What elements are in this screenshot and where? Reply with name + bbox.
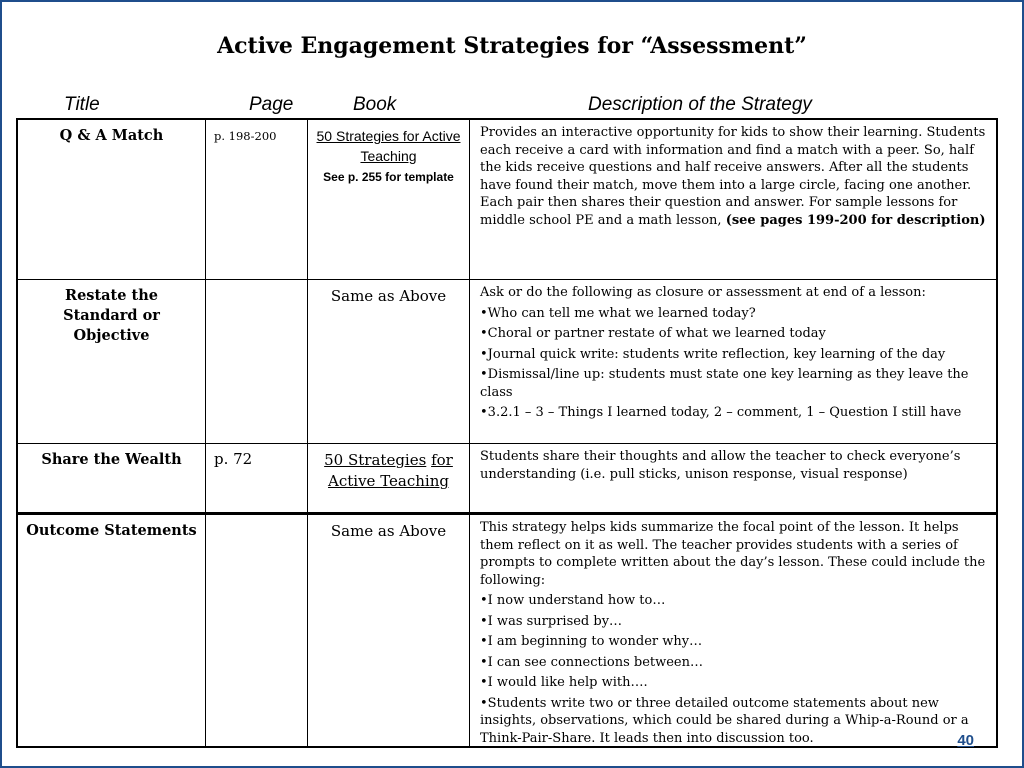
table-row <box>18 120 996 279</box>
description-text: This strategy helps kids summarize the focal point of the lesson. It helps them reflect on it as well. The teacher provides students with a series of prompts to complete written about the day’s lesson. These could include the following: <box>480 520 986 588</box>
list-item: •I would like help with…. <box>480 675 648 690</box>
page-ref: p. 72 <box>206 444 308 512</box>
strategy-description <box>470 515 996 746</box>
strategy-description <box>470 280 996 443</box>
description-text: Provides an interactive opportunity for kids to show their learning. Students each receive a card with information and find a match with a peer. So, half the kids receive questions and half receive answers. After all the students have found their match, move them into a large circle, facing one another. Each pair then shares their question and answer. For sample lessons for middle school PE and a math lesson, <box>480 125 986 228</box>
description-bold-note: (see pages 199-200 for description) <box>725 212 986 228</box>
strategy-description: Students share their thoughts and allow the teacher to check everyone’s understanding (i.e. pull sticks, unison response, visual response) <box>480 449 961 482</box>
column-header-page: Page <box>249 94 294 115</box>
list-item: •I can see connections between… <box>480 654 703 670</box>
strategy-title: Outcome Statements <box>18 515 206 746</box>
strategies-table <box>16 118 998 748</box>
book-ref: Same as Above <box>308 515 470 746</box>
list-item: •Who can tell me what we learned today? <box>480 305 756 321</box>
page-ref <box>206 515 308 746</box>
page-number: 40 <box>957 732 974 749</box>
book-ref <box>308 444 470 512</box>
book-link[interactable]: 50 Strategies for Active Teaching <box>316 128 461 164</box>
strategy-title: Restate the Standard or Objective <box>18 280 206 443</box>
page-ref <box>206 280 308 443</box>
page-ref-text: p. 198-200 <box>214 129 277 143</box>
list-item: •I am beginning to wonder why… <box>480 634 703 649</box>
column-header-title: Title <box>64 94 100 115</box>
list-item: •Journal quick write: students write reflection, key learning of the day <box>480 346 946 362</box>
book-note: See p. 255 for template <box>323 170 454 184</box>
table-row <box>18 280 996 443</box>
strategy-description <box>470 120 996 279</box>
book-link-for[interactable]: for <box>431 451 453 469</box>
list-item: •Students write two or three detailed outcome statements about new insights, observations, which could be shared during a Whip-a-Round or a Think-Pair-Share. It leads then into discussion too. <box>480 695 969 746</box>
book-link[interactable]: 50 Strategies <box>324 451 427 469</box>
column-header-description: Description of the Strategy <box>588 94 812 115</box>
table-row <box>18 444 996 512</box>
list-item: •Dismissal/line up: students must state one key learning as they leave the class <box>480 367 969 400</box>
book-ref <box>308 120 470 279</box>
list-item: •Choral or partner restate of what we learned today <box>480 326 826 341</box>
strategy-title: Q & A Match <box>18 120 206 279</box>
description-text: Ask or do the following as closure or assessment at end of a lesson: <box>480 285 926 300</box>
strategy-title: Share the Wealth <box>18 444 206 512</box>
page-title: Active Engagement Strategies for “Assessment” <box>217 33 807 59</box>
list-item: •3.2.1 – 3 – Things I learned today, 2 – comment, 1 – Question I still have <box>480 405 962 420</box>
page-ref <box>206 120 308 279</box>
column-header-book: Book <box>353 94 397 115</box>
list-item: •I was surprised by… <box>480 613 623 629</box>
book-link-title[interactable]: Active Teaching <box>328 472 449 490</box>
table-row <box>18 515 996 746</box>
book-ref: Same as Above <box>308 280 470 443</box>
list-item: •I now understand how to… <box>480 593 666 608</box>
